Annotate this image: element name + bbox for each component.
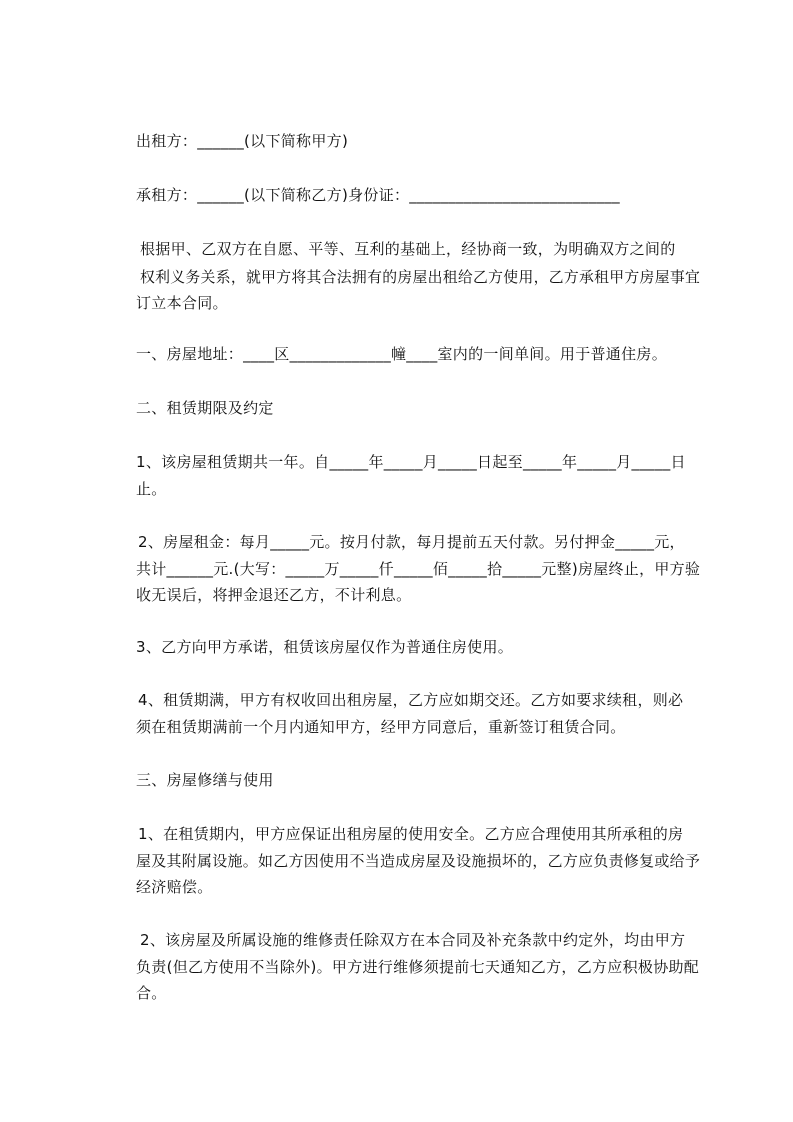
clause-3-2-line-1: 2、该房屋及所属设施的维修责任除双方在本合同及补充条款中约定外，均由甲方 <box>140 931 686 949</box>
clause-2-4-line-1: 4、租赁期满，甲方有权收回出租房屋，乙方应如期交还。乙方如要求续租，则必 <box>138 691 684 709</box>
clause-2-1-line-1: 1、该房屋租赁期共一年。自_____年_____月_____日起至_____年_____月_____日 <box>136 453 686 471</box>
clause-3-1-line-3: 经济赔偿。 <box>136 878 213 896</box>
clause-2-2-line-2: 共计______元.(大写：_____万_____仟_____佰_____拾_____元整)房屋终止，甲方验 <box>136 560 701 578</box>
clause-3-1-line-2: 屋及其附属设施。如乙方因使用不当造成房屋及设施损坏的，乙方应负责修复或给予 <box>136 852 701 870</box>
clause-2-2-line-3: 收无误后，将押金退还乙方，不计利息。 <box>136 586 412 604</box>
lessee-line: 承租方：______(以下简称乙方)身份证：___________________________ <box>136 186 620 204</box>
section-1-address: 一、房屋地址：____区_____________幢____室内的一间单间。用于普通住房。 <box>136 345 668 363</box>
lessor-line: 出租方：______(以下简称甲方) <box>136 132 349 150</box>
preamble-line-3: 订立本合同。 <box>136 294 228 312</box>
section-2-heading: 二、租赁期限及约定 <box>136 399 274 417</box>
clause-2-2-line-1: 2、房屋租金：每月_____元。按月付款，每月提前五天付款。另付押金_____元， <box>138 533 685 551</box>
preamble-line-1: 根据甲、乙双方在自愿、平等、互利的基础上，经协商一致，为明确双方之间的 <box>140 240 676 258</box>
clause-2-4-line-2: 须在租赁期满前一个月内通知甲方，经甲方同意后，重新签订租赁合同。 <box>136 718 626 736</box>
clause-3-1-line-1: 1、在租赁期内，甲方应保证出租房屋的使用安全。乙方应合理使用其所承租的房 <box>138 825 684 843</box>
clause-2-3: 3、乙方向甲方承诺，租赁该房屋仅作为普通住房使用。 <box>136 638 514 656</box>
clause-3-2-line-3: 合。 <box>136 984 167 1002</box>
clause-3-2-line-2: 负责(但乙方使用不当除外)。甲方进行维修须提前七天通知乙方，乙方应积极协助配 <box>136 958 700 976</box>
preamble-line-2: 权利义务关系，就甲方将其合法拥有的房屋出租给乙方使用，乙方承租甲方房屋事宜 <box>140 268 701 286</box>
clause-2-1-line-2: 止。 <box>136 480 167 498</box>
section-3-heading: 三、房屋修缮与使用 <box>136 771 274 789</box>
